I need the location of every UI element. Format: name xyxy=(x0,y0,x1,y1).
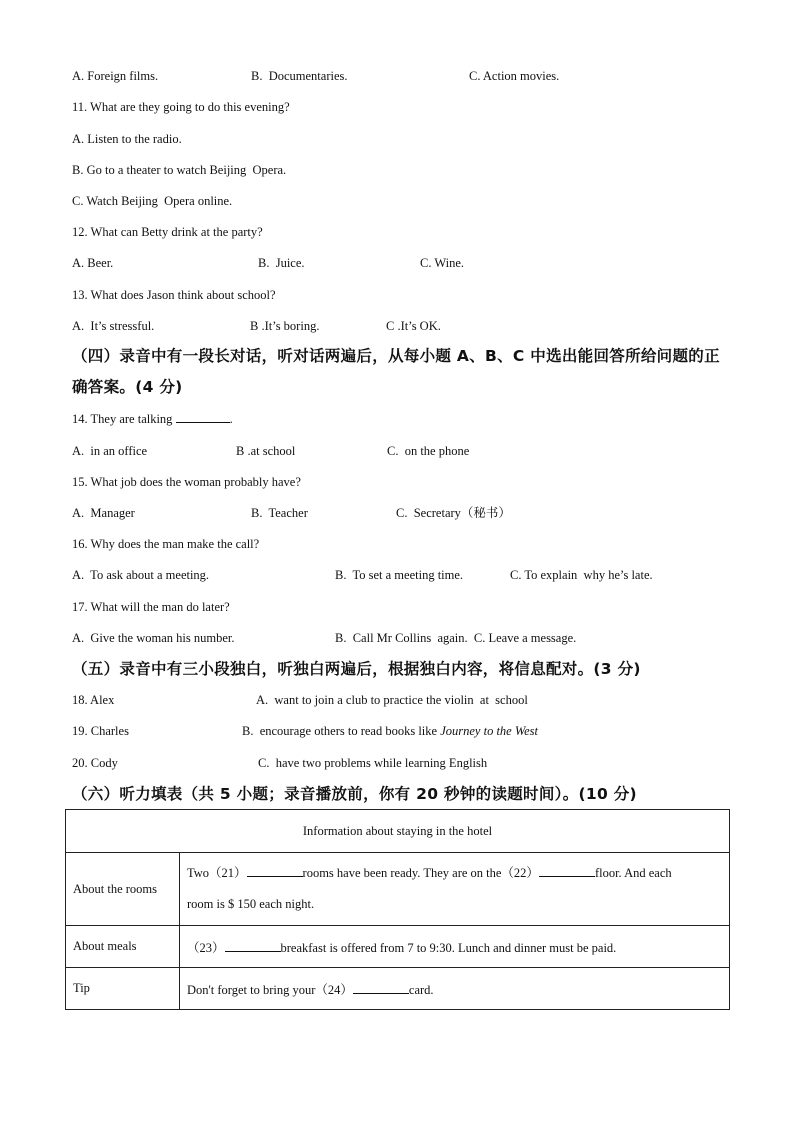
question-11: 11. What are they going to do this evening? xyxy=(72,100,290,114)
row-content-meals xyxy=(180,926,730,968)
rooms-line-2: room is $ 150 each night. xyxy=(187,897,315,911)
match-right-b xyxy=(242,723,538,739)
hotel-info-table xyxy=(65,809,730,1010)
row-content-tip xyxy=(180,968,730,1010)
match-right-a: A. want to join a club to practice the violin at school xyxy=(256,693,528,707)
question-16: 16. Why does the man make the call? xyxy=(72,537,260,551)
option-17a: A. Give the woman his number. xyxy=(72,631,235,645)
option-12b: B. Juice. xyxy=(258,256,305,270)
table-row xyxy=(66,926,730,968)
option-13c: C .It’s OK. xyxy=(386,319,441,333)
section-4-heading-line1: （四）录音中有一段长对话，听对话两遍后，从每小题 A、B、C 中选出能回答所给问题的正 xyxy=(72,347,720,365)
option-10b: B. Documentaries. xyxy=(251,69,348,83)
option-13b: B .It’s boring. xyxy=(250,319,320,333)
meals-text-a: （23） xyxy=(187,940,225,955)
table-row xyxy=(66,968,730,1010)
option-14a: A. in an office xyxy=(72,444,148,458)
row-label-tip: Tip xyxy=(66,968,180,1010)
answer-blank xyxy=(176,411,230,423)
answer-blank-22 xyxy=(539,865,595,877)
table-title-row xyxy=(66,810,730,853)
option-11b: B. Go to a theater to watch Beijing Opera. xyxy=(72,163,287,177)
match-left-19: 19. Charles xyxy=(72,724,129,738)
option-16b: B. To set a meeting time. xyxy=(335,568,464,582)
rooms-text-a: Two（21） xyxy=(187,866,247,880)
question-14-end: . xyxy=(229,412,233,426)
match-right-c: C. have two problems while learning English xyxy=(258,756,488,770)
question-13: 13. What does Jason think about school? xyxy=(72,288,276,302)
meals-text-b: breakfast is offered from 7 to 9:30. Lunch and dinner must be paid. xyxy=(280,940,617,955)
answer-blank-24 xyxy=(353,982,409,994)
rooms-text-c: floor. And each xyxy=(594,866,672,880)
question-17: 17. What will the man do later? xyxy=(72,600,230,614)
section-4-heading-line2: 确答案。(4 分) xyxy=(72,378,183,396)
option-11a: A. Listen to the radio. xyxy=(72,132,182,146)
row-label-rooms: About the rooms xyxy=(66,853,180,926)
option-15a: A. Manager xyxy=(72,506,135,520)
question-14 xyxy=(72,411,233,427)
option-16c: C. To explain why he’s late. xyxy=(510,568,653,582)
book-title: Journey to the West xyxy=(440,724,538,738)
option-15c: C. Secretary（秘书） xyxy=(396,506,511,520)
section-5-heading: （五）录音中有三小段独白，听独白两遍后，根据独白内容，将信息配对。(3 分) xyxy=(72,660,641,678)
question-14-text: 14. They are talking xyxy=(72,412,176,426)
match-left-18: 18. Alex xyxy=(72,693,115,707)
section-6-heading: （六）听力填表（共 5 小题；录音播放前，你有 20 秒钟的读题时间）。(10 分) xyxy=(72,785,637,803)
option-11c: C. Watch Beijing Opera online. xyxy=(72,194,233,208)
option-14c: C. on the phone xyxy=(387,444,470,458)
match-right-b-text: B. encourage others to read books like xyxy=(242,724,441,738)
option-12a: A. Beer. xyxy=(72,256,114,270)
row-label-meals: About meals xyxy=(66,926,180,968)
question-12: 12. What can Betty drink at the party? xyxy=(72,225,263,239)
table-title: Information about staying in the hotel xyxy=(66,810,730,853)
option-10a: A. Foreign films. xyxy=(72,69,159,83)
tip-text-b: card. xyxy=(408,982,434,997)
rooms-text-b: rooms have been ready. They are on the（22） xyxy=(302,866,539,880)
option-10c: C. Action movies. xyxy=(469,69,560,83)
match-left-20: 20. Cody xyxy=(72,756,118,770)
row-content-rooms xyxy=(180,853,730,926)
answer-blank-21 xyxy=(247,865,303,877)
option-12c: C. Wine. xyxy=(420,256,465,270)
option-16a: A. To ask about a meeting. xyxy=(72,568,210,582)
option-14b: B .at school xyxy=(236,444,296,458)
option-13a: A. It’s stressful. xyxy=(72,319,155,333)
table-row xyxy=(66,853,730,926)
answer-blank-23 xyxy=(225,940,281,952)
rooms-line-1 xyxy=(187,858,722,889)
option-15b: B. Teacher xyxy=(251,506,308,520)
option-17bc: B. Call Mr Collins again. C. Leave a message. xyxy=(335,631,577,645)
question-15: 15. What job does the woman probably have? xyxy=(72,475,301,489)
tip-text-a: Don't forget to bring your（24） xyxy=(187,982,353,997)
